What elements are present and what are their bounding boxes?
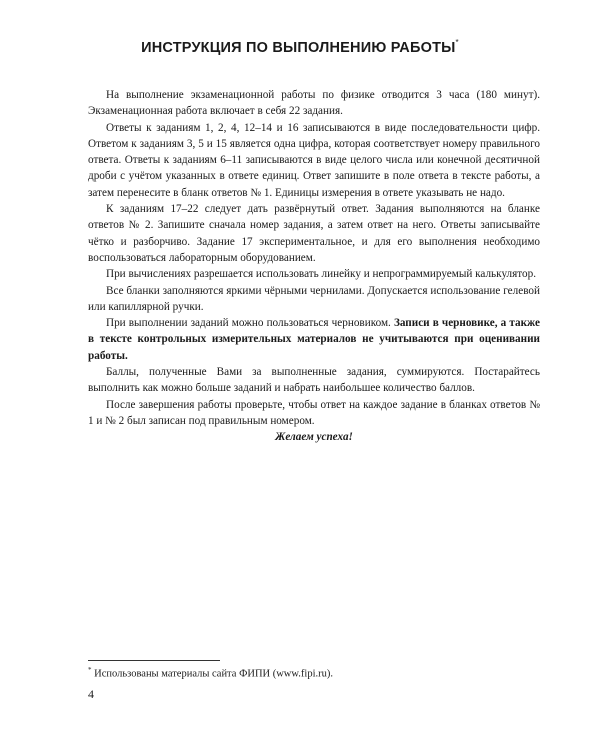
footnote (88, 666, 548, 680)
page-title (0, 40, 600, 56)
draft-text: При выполнении заданий можно пользоваться черновиком. (106, 317, 394, 330)
footnote-divider (88, 660, 220, 661)
footnote-text: Использованы материалы сайта ФИПИ (www.fipi.ru). (94, 668, 333, 680)
paragraph-duration: На выполнение экзаменационной работы по физике отводится 3 часа (180 минут). Экзаменационная работа включает в себя 22 задания. (88, 89, 540, 118)
footnote-mark: * (88, 666, 92, 674)
title-footnote-mark: * (455, 38, 459, 47)
paragraph-scores: Баллы, полученные Вами за выполненные задания, суммируются. Постарайтесь выполнить как можно больше заданий и набрать наибольшее количество баллов. (88, 366, 540, 395)
closing-wish: Желаем успеха! (275, 431, 353, 444)
paragraph-draft (88, 315, 540, 364)
page-number: 4 (88, 687, 94, 701)
instructions-body (88, 87, 540, 446)
paragraph-check: После завершения работы проверьте, чтобы ответ на каждое задание в бланках ответов № 1 и № 2 был записан под правильным номером. (88, 398, 540, 427)
paragraph-answer-format: Ответы к заданиям 1, 2, 4, 12–14 и 16 записываются в виде последовательности цифр. Ответом к заданиям 3, 5 и 15 является одна цифра, которая соответствует номеру правильного ответа. Ответы к заданиям 6–11 записываются в виде целого числа или конечной десятичной дроби с учётом указанных в ответе единиц. Ответ запишите в поле ответа в тексте работы, а затем перенесите в бланк ответов № 1. Единицы измерения в ответе указывать не надо. (88, 121, 540, 199)
draft-bold-text: Записи в черновике, а также в тексте контрольных измерительных материалов не учитываются при оценивании работы. (88, 317, 540, 362)
paragraph-calculator: При вычислениях разрешается использовать линейку и непрограммируемый калькулятор. (106, 268, 536, 281)
paragraph-ink: Все бланки заполняются яркими чёрными чернилами. Допускается использование гелевой или капиллярной ручки. (88, 284, 540, 313)
title-text: ИНСТРУКЦИЯ ПО ВЫПОЛНЕНИЮ РАБОТЫ (141, 40, 456, 56)
paragraph-extended-answers: К заданиям 17–22 следует дать развёрнутый ответ. Задания выполняются на бланке ответов № 2. Запишите сначала номер задания, а затем ответ на него. Ответы записывайте чётко и разборчиво. Задание 17 экспериментальное, и для его выполнения необходимо воспользоваться лабораторным оборудованием. (88, 203, 540, 264)
